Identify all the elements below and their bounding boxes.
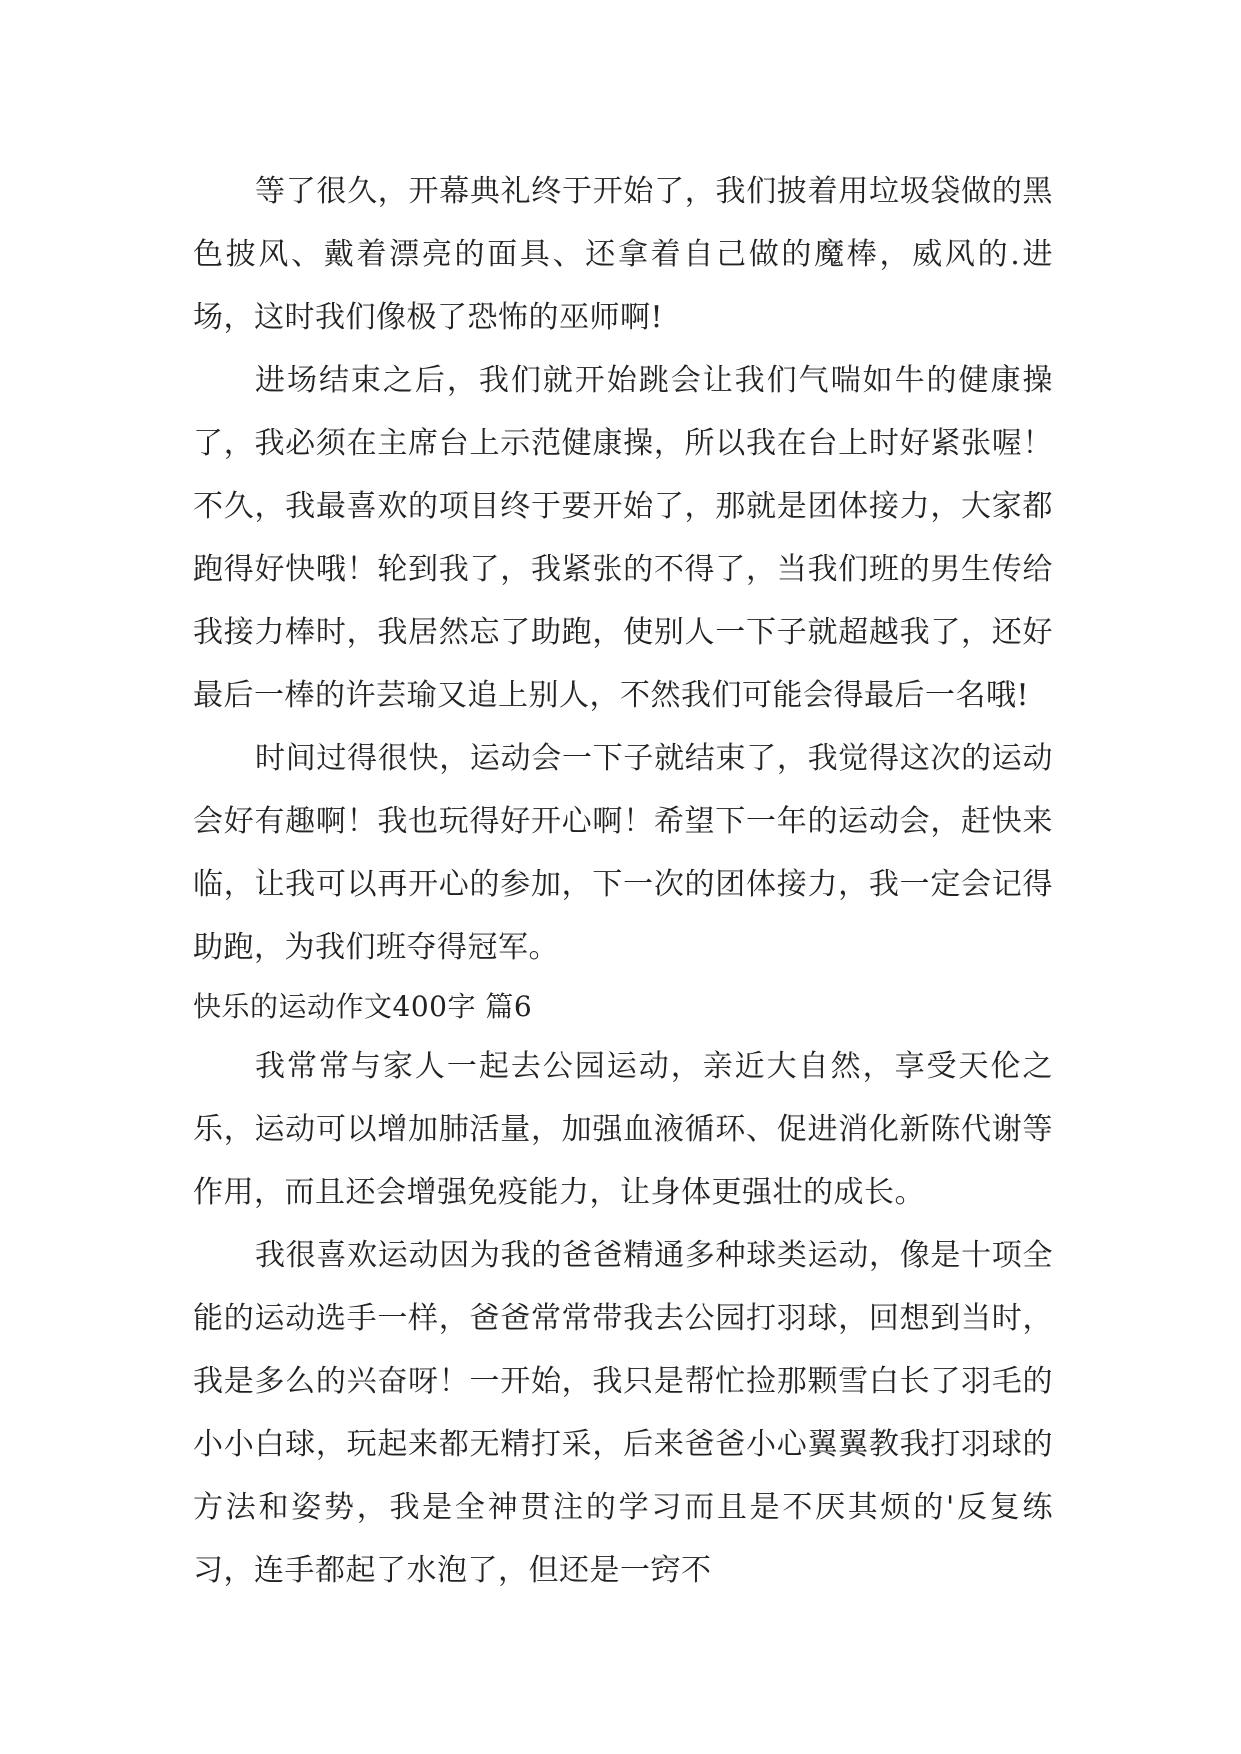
paragraph-5: 我很喜欢运动因为我的爸爸精通多种球类运动，像是十项全能的运动选手一样，爸爸常常带我去公园打羽球，回想到当时，我是多么的兴奋呀！一开始，我只是帮忙捡那颗雪白长了羽毛的小小白球，玩起来都无精打采，后来爸爸小心翼翼教我打羽球的方法和姿势，我是全神贯注的学习而且是不厌其烦的'反复练习，连手都起了水泡了，但还是一窍不 bbox=[193, 1238, 1053, 1588]
paragraph-2: 进场结束之后，我们就开始跳会让我们气喘如牛的健康操了，我必须在主席台上示范健康操，所以我在台上时好紧张喔！不久，我最喜欢的项目终于要开始了，那就是团体接力，大家都跑得好快哦！轮到我了，我紧张的不得了，当我们班的男生传给我接力棒时，我居然忘了助跑，使别人一下子就超越我了，还好最后一棒的许芸瑜又追上别人，不然我们可能会得最后一名哦! bbox=[193, 363, 1053, 713]
section-heading: 快乐的运动作文400字 篇6 bbox=[193, 990, 533, 1023]
paragraph-4: 我常常与家人一起去公园运动，亲近大自然，享受天伦之乐，运动可以增加肺活量，加强血液循环、促进消化新陈代谢等作用，而且还会增强免疫能力，让身体更强壮的成长。 bbox=[193, 1049, 1053, 1210]
document-body bbox=[193, 160, 1053, 1602]
paragraph-3: 时间过得很快，运动会一下子就结束了，我觉得这次的运动会好有趣啊！我也玩得好开心啊！希望下一年的运动会，赶快来临，让我可以再开心的参加，下一次的团体接力，我一定会记得助跑，为我们班夺得冠军。 bbox=[193, 741, 1053, 965]
paragraph-1: 等了很久，开幕典礼终于开始了，我们披着用垃圾袋做的黑色披风、戴着漂亮的面具、还拿着自己做的魔棒，威风的.进场，这时我们像极了恐怖的巫师啊! bbox=[193, 174, 1053, 335]
